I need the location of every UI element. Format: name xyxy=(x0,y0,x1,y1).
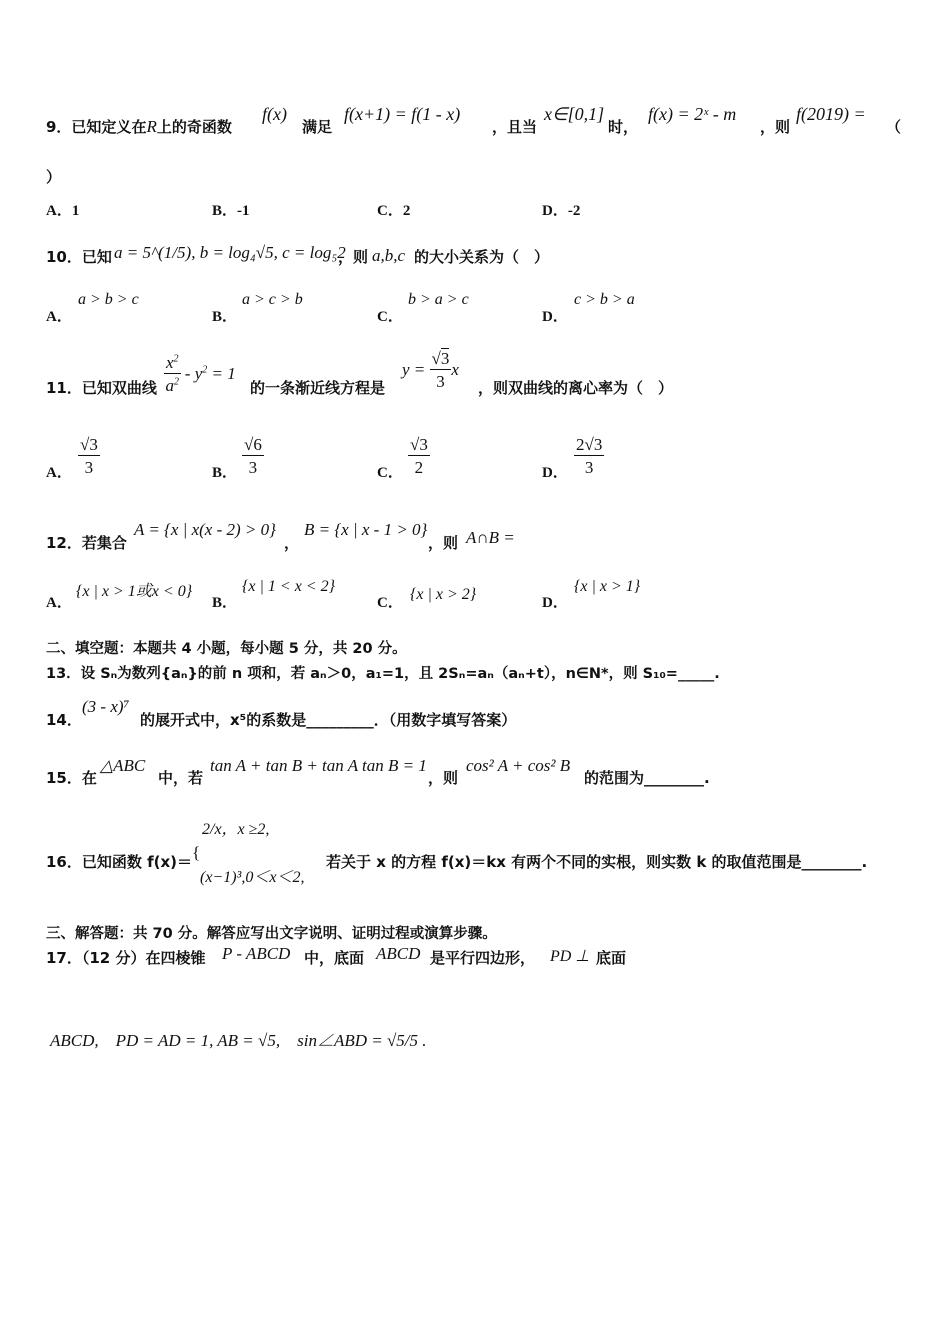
q9-paren-close: ） xyxy=(46,168,62,186)
option-numerator: √3 xyxy=(410,435,428,454)
q16-case-2: (x−1)³,0＜x＜2, xyxy=(200,869,305,886)
q11-option-a-value[interactable] xyxy=(78,436,100,476)
q15-text-3: 的范围为________. xyxy=(584,769,710,787)
q11-option-b-value[interactable] xyxy=(242,436,264,476)
q10-option-c-key[interactable]: C． xyxy=(377,309,403,325)
q12-option-a-key[interactable]: A． xyxy=(46,595,72,611)
q12-ask: A∩B = xyxy=(466,528,515,547)
q16-case-1: 2/x，x ≥2, xyxy=(202,821,270,838)
q9-text-4: 时， xyxy=(608,118,639,136)
q17-text-2: 是平行四边形， xyxy=(430,949,536,967)
q11-option-c-value[interactable] xyxy=(408,436,430,476)
q10-option-d-key[interactable]: D． xyxy=(542,309,568,325)
q9-fx: f(x) xyxy=(262,104,287,124)
q10-text-2: 的大小关系为（ ） xyxy=(414,248,550,266)
q14-label: 14． xyxy=(46,711,82,729)
option-numerator: 2√3 xyxy=(576,435,603,454)
option-key: D． xyxy=(542,203,568,219)
q9-label: 9．已知定义在 xyxy=(46,118,147,136)
q12-set-b: B = {x | x - 1 > 0} xyxy=(304,520,428,539)
q12-text-1: ，则 xyxy=(428,534,459,552)
option-denominator: 2 xyxy=(414,458,424,477)
q16-label: 16．已知函数 f(x)＝ xyxy=(46,853,193,871)
q12-label: 12．若集合 xyxy=(46,534,127,552)
q10-option-a-key[interactable]: A． xyxy=(46,309,72,325)
option-numerator: √3 xyxy=(80,435,98,454)
option-denominator: 3 xyxy=(248,458,258,477)
q9-ask: f(2019) = xyxy=(796,104,866,124)
option-text: -1 xyxy=(237,203,250,219)
q9-interval: x∈[0,1] xyxy=(544,104,605,124)
q12-option-b-key[interactable]: B． xyxy=(212,595,238,611)
q9-text-3: ，且当 xyxy=(492,118,538,136)
q11-hyperbola-fraction: $\frac{x^2}{a^2}$ xyxy=(165,353,180,395)
q10-option-c-text[interactable]: b > a > c xyxy=(408,291,469,308)
q9-option-a[interactable] xyxy=(46,199,79,220)
q10-vars: a,b,c xyxy=(372,246,406,265)
q10-expression: a = 5^(1/5), b = log₄√5, c = log₅2 xyxy=(114,243,346,262)
q17-pyramid: P - ABCD xyxy=(222,944,291,963)
q12-option-d-text[interactable]: {x | x > 1} xyxy=(574,578,641,595)
q11-asymptote: y = $\frac{√3}{3}$ x xyxy=(402,349,459,391)
q9-definition: f(x) = 2ˣ - m xyxy=(648,104,737,124)
section-2-heading: 二、填空题：本题共 4 小题，每小题 5 分，共 20 分。 xyxy=(46,641,407,657)
option-denominator: 3 xyxy=(584,458,594,477)
q10-text-1: ，则 xyxy=(338,248,369,266)
q11-option-d-key[interactable]: D． xyxy=(542,465,568,481)
q11-label: 11．已知双曲线 xyxy=(46,379,157,397)
q13-text: 13．设 Sₙ为数列{aₙ}的前 n 项和，若 aₙ＞0，a₁=1，且 2Sₙ=aₙ（aₙ+t），n∈N*，则 S₁₀=_____. xyxy=(46,666,720,682)
q10-option-a-text[interactable]: a > b > c xyxy=(78,291,139,308)
q11-text-2: ，则双曲线的离心率为（ ） xyxy=(478,379,674,397)
q14-text: 的展开式中，x⁵的系数是_________．（用数字填写答案） xyxy=(140,711,517,729)
q10-option-b-key[interactable]: B． xyxy=(212,309,238,325)
q9-text-1: 上的奇函数 xyxy=(156,118,232,136)
q9-condition: f(x+1) = f(1 - x) xyxy=(344,104,461,124)
q10-option-b-text[interactable]: a > c > b xyxy=(242,291,303,308)
q11-hyperbola-equation: $\frac{x^2}{a^2}$ - $y^2 = 1$ xyxy=(165,353,236,395)
q10-option-d-text[interactable]: c > b > a xyxy=(574,291,635,308)
q17-base: ABCD xyxy=(376,944,421,963)
q12-separator: ， xyxy=(284,534,300,552)
q15-text-2: ，则 xyxy=(428,769,459,787)
q11-option-d-value[interactable] xyxy=(574,436,604,476)
q12-option-b-text[interactable]: {x | 1 < x < 2} xyxy=(242,578,335,595)
q9-text-5: ，则 xyxy=(760,118,791,136)
q15-triangle: △ABC xyxy=(100,756,146,775)
option-denominator: 3 xyxy=(84,458,94,477)
q9-R: R xyxy=(146,117,157,136)
q17-text-3: 底面 xyxy=(596,949,627,967)
q15-label: 15．在 xyxy=(46,769,97,787)
option-text: 2 xyxy=(402,203,411,219)
q12-option-d-key[interactable]: D． xyxy=(542,595,568,611)
q10-label: 10．已知 xyxy=(46,248,112,266)
q9-paren-open: （ xyxy=(886,118,902,136)
q17-text-1: 中，底面 xyxy=(304,949,365,967)
q9-stem xyxy=(46,116,232,137)
q11-text-1: 的一条渐近线方程是 xyxy=(250,379,386,397)
q12-option-c-key[interactable]: C． xyxy=(377,595,403,611)
option-key: B． xyxy=(212,203,238,219)
q11-option-a-key[interactable]: A． xyxy=(46,465,72,481)
q17-perpendicular: PD ⊥ xyxy=(550,948,590,965)
option-text: 1 xyxy=(71,203,80,219)
q12-option-c-text[interactable]: {x | x > 2} xyxy=(410,586,477,603)
section-3-heading: 三、解答题：共 70 分。解答应写出文字说明、证明过程或演算步骤。 xyxy=(46,926,497,942)
q16-brace: { xyxy=(192,843,201,862)
option-numerator: √6 xyxy=(244,435,262,454)
q9-text-2: 满足 xyxy=(302,118,333,136)
option-text: -2 xyxy=(567,203,581,219)
q9-option-c[interactable] xyxy=(377,199,410,220)
q9-option-d[interactable] xyxy=(542,199,580,220)
q11-asymptote-fraction: $\frac{√3}{3}$ xyxy=(431,349,450,391)
q11-option-b-key[interactable]: B． xyxy=(212,465,238,481)
q11-option-c-key[interactable]: C． xyxy=(377,465,403,481)
option-key: A． xyxy=(46,203,72,219)
q15-condition: tan A + tan B + tan A tan B = 1 xyxy=(210,756,427,775)
q17-conditions: ABCD, PD = AD = 1, AB = √5, sin∠ABD = √5/5 . xyxy=(50,1031,427,1050)
q14-expression: (3 - x)⁷ xyxy=(82,697,130,716)
q12-set-a: A = {x | x(x - 2) > 0} xyxy=(134,520,276,539)
q17-label: 17．（12 分）在四棱锥 xyxy=(46,949,206,967)
q16-text: 若关于 x 的方程 f(x)＝kx 有两个不同的实根，则实数 k 的取值范围是________. xyxy=(326,853,868,871)
q9-option-b[interactable] xyxy=(212,199,250,220)
q12-option-a-text[interactable]: {x | x > 1或x < 0} xyxy=(76,583,193,600)
option-key: C． xyxy=(377,203,403,219)
q15-expression: cos² A + cos² B xyxy=(466,756,571,775)
q15-text-1: 中，若 xyxy=(158,769,204,787)
